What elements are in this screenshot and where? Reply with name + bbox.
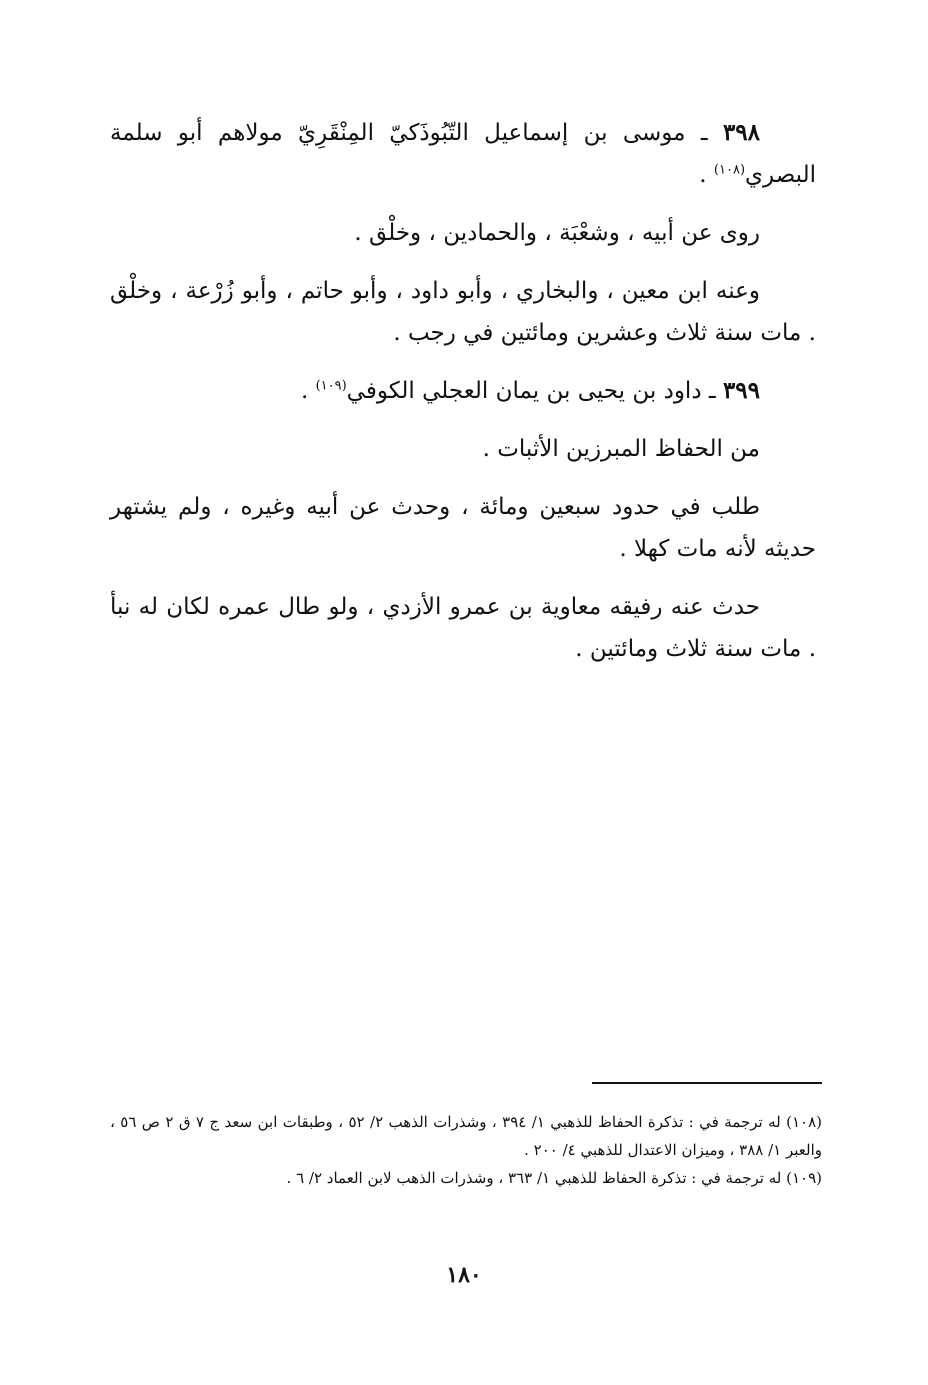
entry-title-end: .: [699, 162, 714, 188]
entry-paragraph: طلب في حدود سبعين ومائة ، وحدث عن أبيه وغيره ، ولم يشتهر حديثه لأنه مات كهلا .: [110, 494, 816, 562]
entry-paragraph: روى عن أبيه ، وشعْبَة ، والحمادين ، وخلْق .: [354, 220, 760, 246]
entry-title: ـ داود بن يحيى بن يمان العجلي الكوفي: [346, 378, 723, 404]
footnote-108: (١٠٨) له ترجمة في : تذكرة الحفاظ للذهبي ١/ ٣٩٤ ، وشذرات الذهب ٢/ ٥٢ ، وطبقات ابن سعد ج ٧ ق ٢ ص ٥٦ ، والعبر ١/ ٣٨٨ ، وميزان الاعتدال للذهبي ٤/ ٢٠٠ .: [110, 1113, 823, 1159]
entry-title-end: .: [300, 378, 316, 404]
entry-heading-398: [110, 112, 816, 196]
footnote-109: (١٠٩) له ترجمة في : تذكرة الحفاظ للذهبي ١/ ٣٦٣ ، وشذرات الذهب لابن العماد ٢/ ٦ .: [286, 1169, 822, 1187]
main-text: [110, 112, 816, 686]
footnotes: [110, 1108, 822, 1192]
entry-paragraph: حدث عنه رفيقه معاوية بن عمرو الأزدي ، ولو طال عمره لكان له نبأ . مات سنة ثلاث ومائتين .: [110, 594, 816, 662]
entry-paragraph: وعنه ابن معين ، والبخاري ، وأبو داود ، وأبو حاتم ، وأبو زُرْعة ، وخلْق . مات سنة ثلاث وعشرين ومائتين في رجب .: [110, 278, 816, 346]
footnote-divider: [592, 1082, 822, 1084]
entry-number: ٣٩٨: [722, 119, 760, 146]
footnote-ref[interactable]: (١٠٩): [315, 378, 347, 394]
footnote-ref[interactable]: (١٠٨): [713, 162, 746, 178]
entry-title: ـ موسى بن إسماعيل التّبُوذَكيّ المِنْقَرِيّ مولاهم أبو سلمة البصري: [110, 120, 816, 188]
page-number: ١٨٠: [446, 1262, 482, 1288]
entry-number: ٣٩٩: [722, 377, 760, 404]
entry-paragraph: من الحفاظ المبرزين الأثبات .: [482, 436, 760, 462]
entry-heading-399: [110, 370, 816, 412]
